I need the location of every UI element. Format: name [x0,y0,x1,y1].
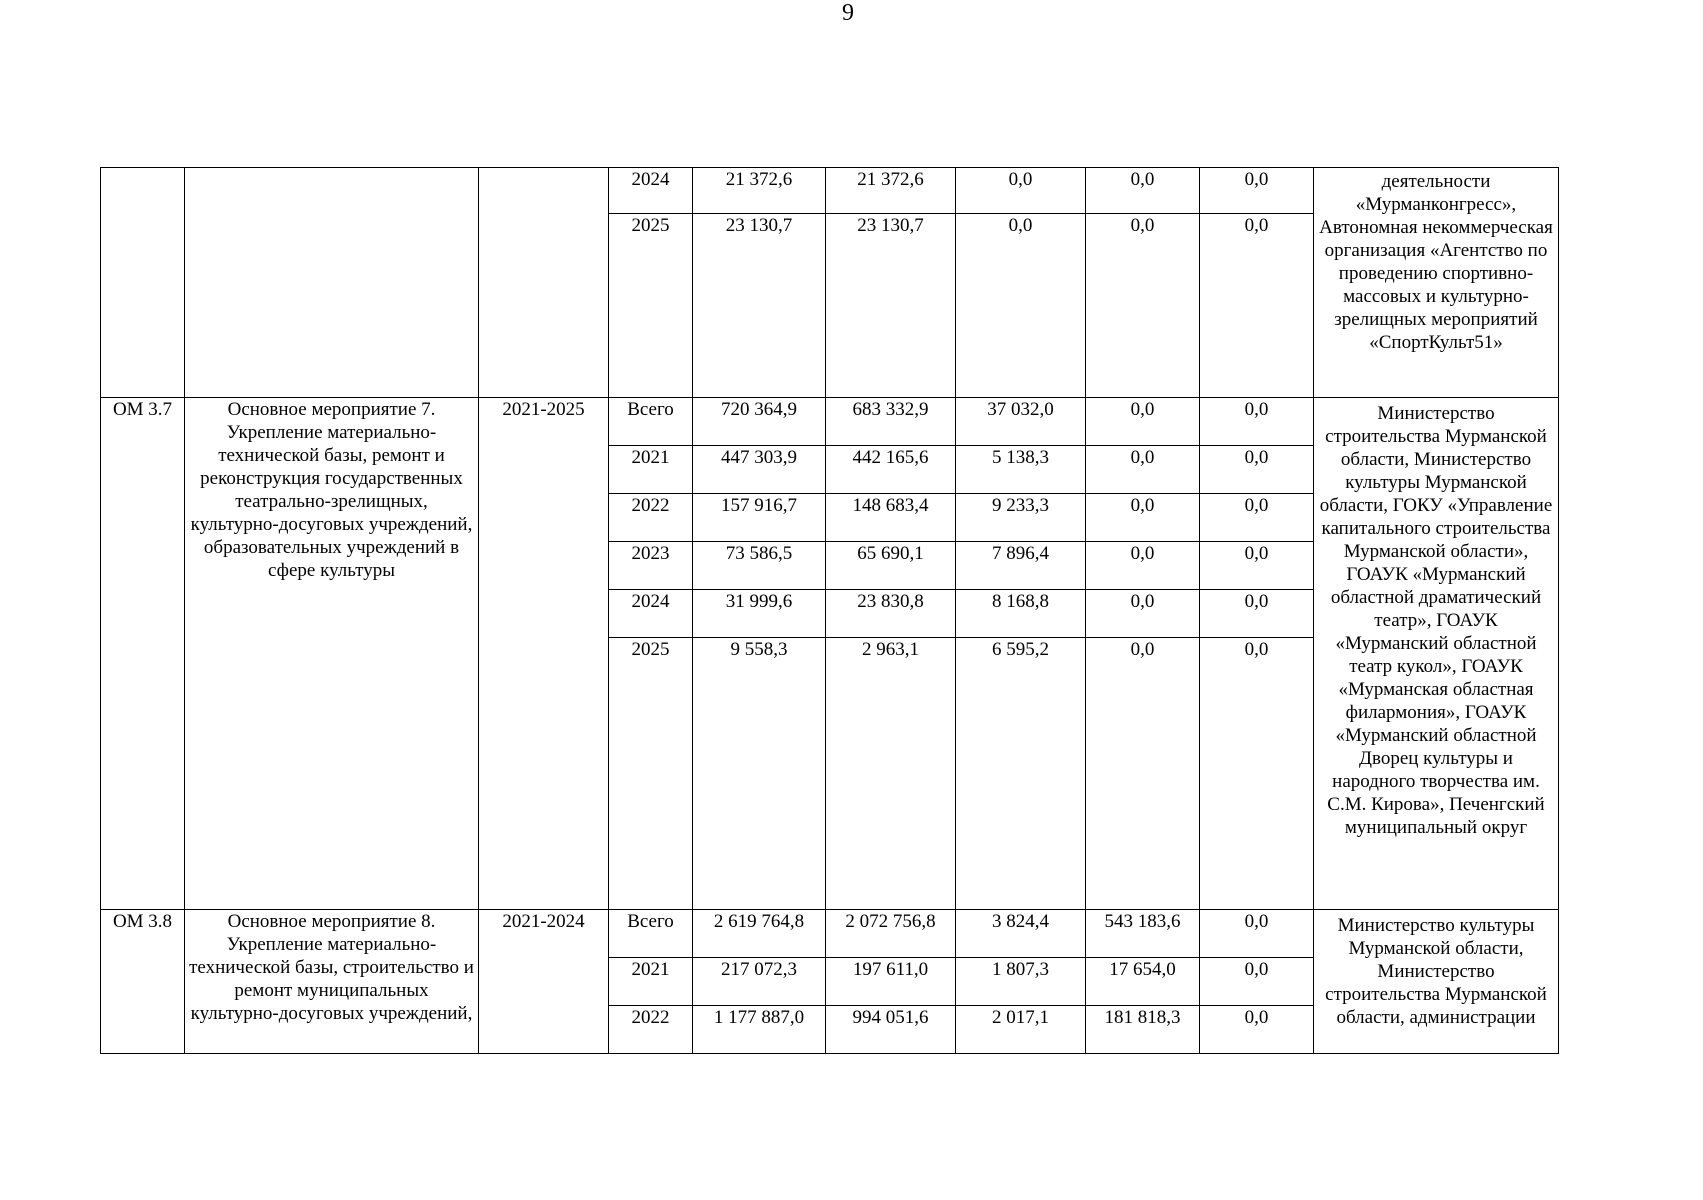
local-budget-cell: 0,0 [1086,590,1200,638]
regional-budget-cell: 23 130,7 [826,214,956,398]
local-budget-cell: 181 818,3 [1086,1006,1200,1054]
year-cell: 2021 [609,958,693,1006]
other-sources-cell: 0,0 [1200,590,1314,638]
table-row [101,910,1559,958]
year-cell: Всего [609,910,693,958]
total-cell: 23 130,7 [693,214,826,398]
local-budget-cell: 0,0 [1086,214,1200,398]
other-sources-cell: 0,0 [1200,168,1314,214]
federal-budget-cell: 8 168,8 [956,590,1086,638]
table-row [101,168,1559,214]
other-sources-cell: 0,0 [1200,1006,1314,1054]
local-budget-cell: 0,0 [1086,542,1200,590]
year-cell: 2021 [609,446,693,494]
executor-cell: Министерство строительства Мурманской области, Министерство культуры Мурманской области, ГОКУ «Управление капитального строительства Мурманской области», ГОАУК «Мурманский областной драматический театр», ГОАУК «Мурманский областной театр кукол», ГОАУК «Мурманская областная филармония», ГОАУК «Мурманский областной Дворец культуры и народного творчества им. С.М. Кирова», Печенгский муниципальный округ [1314,398,1559,910]
other-sources-cell: 0,0 [1200,542,1314,590]
regional-budget-cell: 21 372,6 [826,168,956,214]
federal-budget-cell: 37 032,0 [956,398,1086,446]
total-cell: 9 558,3 [693,638,826,910]
other-sources-cell: 0,0 [1200,494,1314,542]
regional-budget-cell: 2 963,1 [826,638,956,910]
year-cell: 2025 [609,214,693,398]
local-budget-cell: 0,0 [1086,446,1200,494]
other-sources-cell: 0,0 [1200,958,1314,1006]
regional-budget-cell: 683 332,9 [826,398,956,446]
federal-budget-cell: 6 595,2 [956,638,1086,910]
local-budget-cell: 0,0 [1086,638,1200,910]
total-cell: 21 372,6 [693,168,826,214]
total-cell: 157 916,7 [693,494,826,542]
other-sources-cell: 0,0 [1200,214,1314,398]
other-sources-cell: 0,0 [1200,638,1314,910]
budget-table [100,167,1559,1054]
total-cell: 1 177 887,0 [693,1006,826,1054]
local-budget-cell: 17 654,0 [1086,958,1200,1006]
other-sources-cell: 0,0 [1200,446,1314,494]
total-cell: 2 619 764,8 [693,910,826,958]
name-cell: Основное мероприятие 8. Укрепление материально-технической базы, строительство и ремонт муниципальных культурно-досуговых учреждений, [185,910,479,1054]
page-number: 9 [842,0,854,26]
regional-budget-cell: 23 830,8 [826,590,956,638]
year-cell: 2023 [609,542,693,590]
federal-budget-cell: 1 807,3 [956,958,1086,1006]
year-cell: 2022 [609,1006,693,1054]
federal-budget-cell: 9 233,3 [956,494,1086,542]
regional-budget-cell: 994 051,6 [826,1006,956,1054]
federal-budget-cell: 7 896,4 [956,542,1086,590]
regional-budget-cell: 2 072 756,8 [826,910,956,958]
regional-budget-cell: 442 165,6 [826,446,956,494]
federal-budget-cell: 2 017,1 [956,1006,1086,1054]
code-cell: ОМ 3.8 [101,910,185,1054]
local-budget-cell: 0,0 [1086,398,1200,446]
federal-budget-cell: 0,0 [956,214,1086,398]
total-cell: 31 999,6 [693,590,826,638]
period-cell: 2021-2024 [479,910,609,1054]
table-row [101,398,1559,446]
total-cell: 217 072,3 [693,958,826,1006]
year-cell: 2025 [609,638,693,910]
local-budget-cell: 543 183,6 [1086,910,1200,958]
other-sources-cell: 0,0 [1200,398,1314,446]
period-cell: 2021-2025 [479,398,609,910]
other-sources-cell: 0,0 [1200,910,1314,958]
federal-budget-cell: 0,0 [956,168,1086,214]
year-cell: 2024 [609,168,693,214]
year-cell: 2022 [609,494,693,542]
code-cell: ОМ 3.7 [101,398,185,910]
period-cell [479,168,609,398]
year-cell: Всего [609,398,693,446]
local-budget-cell: 0,0 [1086,494,1200,542]
regional-budget-cell: 148 683,4 [826,494,956,542]
executor-cell: деятельности «Мурманконгресс», Автономная некоммерческая организация «Агентство по проведению спортивно-массовых и культурно-зрелищных мероприятий «СпортКульт51» [1314,168,1559,398]
regional-budget-cell: 65 690,1 [826,542,956,590]
total-cell: 73 586,5 [693,542,826,590]
regional-budget-cell: 197 611,0 [826,958,956,1006]
total-cell: 447 303,9 [693,446,826,494]
federal-budget-cell: 5 138,3 [956,446,1086,494]
total-cell: 720 364,9 [693,398,826,446]
name-cell [185,168,479,398]
year-cell: 2024 [609,590,693,638]
name-cell: Основное мероприятие 7. Укрепление материально-технической базы, ремонт и реконструкция государственных театрально-зрелищных, культурно-досуговых учреждений, образовательных учреждений в сфере культуры [185,398,479,910]
federal-budget-cell: 3 824,4 [956,910,1086,958]
code-cell [101,168,185,398]
executor-cell: Министерство культуры Мурманской области, Министерство строительства Мурманской области, администрации [1314,910,1559,1054]
local-budget-cell: 0,0 [1086,168,1200,214]
